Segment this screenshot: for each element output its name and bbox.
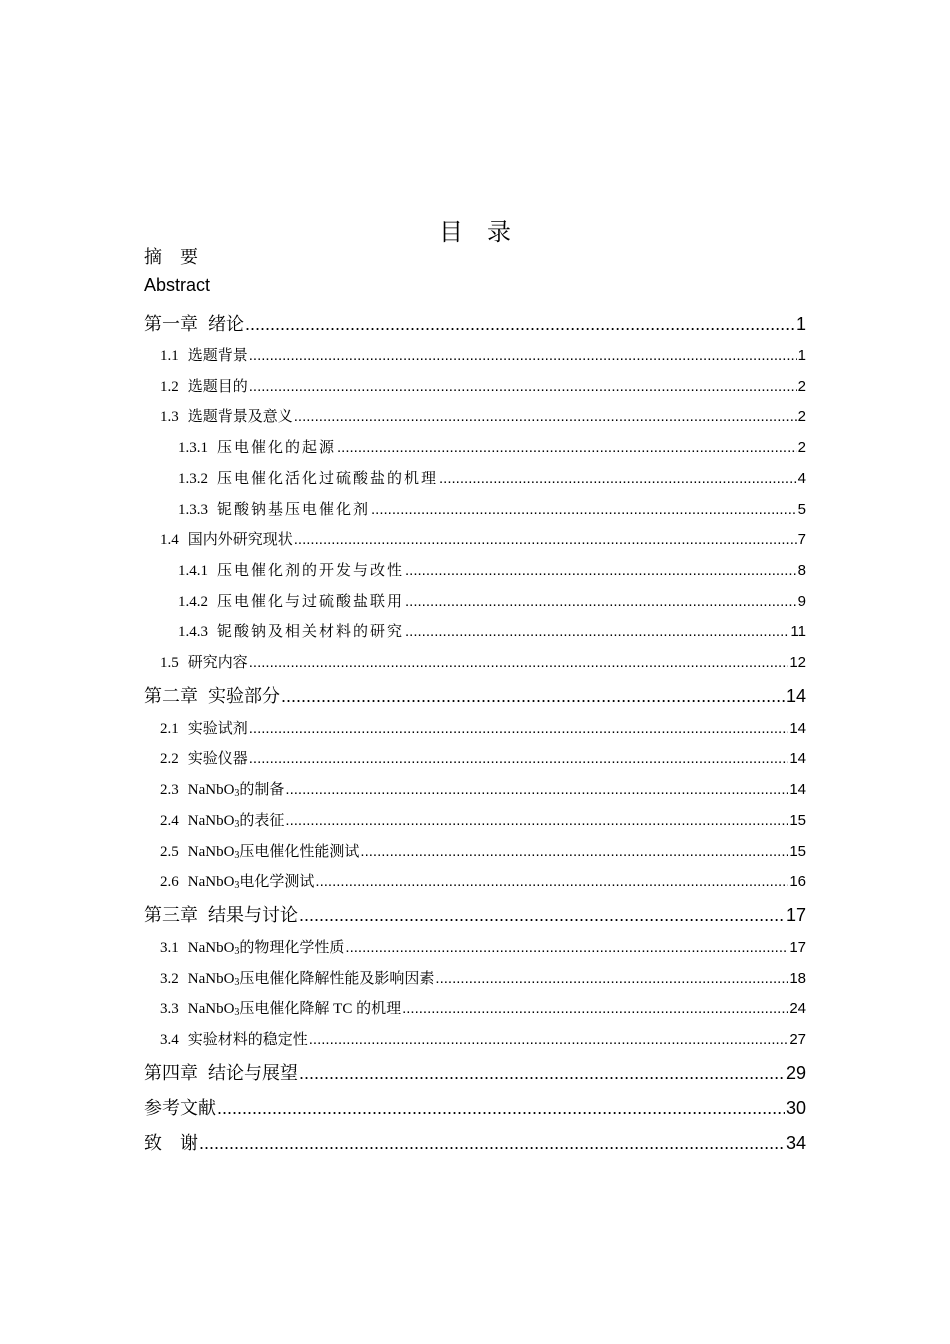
toc-entry-page: 15 — [789, 812, 806, 829]
toc-entry-number: 1.1 — [160, 348, 179, 364]
toc-entry-title: 实验部分 — [208, 686, 280, 707]
toc-entry-title: 致 谢 — [144, 1133, 198, 1154]
toc-entry-page: 11 — [790, 623, 806, 640]
toc-entry-number: 1.2 — [160, 379, 179, 395]
toc-entry-title: 压电催化与过硫酸盐联用 — [217, 594, 405, 610]
toc-entry-1-2[interactable] — [160, 375, 806, 396]
toc-entry-1-4-3[interactable] — [178, 620, 806, 641]
toc-leader-dots — [439, 470, 797, 487]
toc-entry-page: 5 — [797, 501, 806, 518]
toc-entry-number: 第三章 — [144, 905, 198, 926]
toc-entry-1-4[interactable] — [160, 528, 806, 549]
toc-entry-title: 研究内容 — [187, 655, 248, 671]
toc-entry-page: 14 — [785, 686, 806, 706]
toc-entry-page: 29 — [785, 1063, 806, 1083]
toc-entry-references[interactable] — [144, 1094, 806, 1120]
toc-entry-title: 实验仪器 — [187, 751, 248, 767]
toc-entry-title: 选题背景 — [187, 348, 248, 364]
toc-entry-ch3[interactable] — [144, 901, 806, 927]
toc-entry-number: 3.4 — [160, 1032, 179, 1048]
toc-entry-1-4-2[interactable] — [178, 590, 806, 611]
toc-entry-number: 3.1 — [160, 940, 179, 956]
toc-entry-ch1[interactable] — [144, 310, 806, 336]
toc-entry-page: 14 — [789, 720, 806, 737]
toc-entry-title: 参考文献 — [144, 1098, 216, 1119]
toc-leader-dots — [294, 408, 797, 425]
toc-leader-dots — [285, 812, 788, 829]
toc-entry-title: 实验试剂 — [187, 721, 248, 737]
toc-entry-3-2[interactable] — [160, 967, 806, 988]
toc-entry-page: 15 — [789, 843, 806, 860]
toc-entry-page: 18 — [789, 970, 806, 987]
toc-entry-number: 1.4.3 — [178, 624, 208, 640]
toc-entry-number: 2.2 — [160, 751, 179, 767]
toc-entry-number: 1.5 — [160, 655, 179, 671]
toc-entry-2-1[interactable] — [160, 717, 806, 738]
toc-title-char-2: 录 — [487, 218, 511, 246]
toc-entry-number: 1.3.1 — [178, 440, 208, 456]
toc-leader-dots — [249, 750, 789, 767]
toc-entry-page: 1 — [797, 347, 806, 364]
toc-leader-dots — [199, 1133, 785, 1154]
toc-entry-number: 第一章 — [144, 314, 198, 335]
toc-abstract-cn[interactable]: 摘 要 — [144, 247, 198, 268]
toc-entry-title: 绪论 — [208, 314, 244, 335]
toc-entry-page: 12 — [789, 654, 806, 671]
toc-entry-title: NaNbO$_3$压电催化性能测试 — [187, 844, 360, 861]
toc-entry-number: 2.6 — [160, 874, 179, 890]
toc-entry-page: 17 — [785, 905, 806, 925]
toc-entry-page: 16 — [789, 873, 806, 890]
toc-entry-page: 34 — [785, 1133, 806, 1153]
toc-entry-number: 1.4 — [160, 532, 179, 548]
toc-entry-page: 30 — [785, 1098, 806, 1118]
toc-entry-number: 3.2 — [160, 971, 179, 987]
toc-leader-dots — [299, 1063, 785, 1084]
toc-entry-2-3[interactable] — [160, 778, 806, 799]
toc-entry-2-6[interactable] — [160, 870, 806, 891]
toc-entry-title: 结论与展望 — [208, 1063, 298, 1084]
toc-entry-number: 2.1 — [160, 721, 179, 737]
toc-entry-title: 压电催化的起源 — [217, 440, 337, 456]
toc-entry-number: 1.4.2 — [178, 594, 208, 610]
toc-entry-1-3-1[interactable] — [178, 436, 806, 457]
toc-leader-dots — [249, 720, 789, 737]
toc-entry-3-4[interactable] — [160, 1028, 806, 1049]
toc-entry-number: 第二章 — [144, 686, 198, 707]
toc-leader-dots — [309, 1031, 789, 1048]
toc-entry-title: 国内外研究现状 — [187, 532, 293, 548]
toc-entry-1-4-1[interactable] — [178, 559, 806, 580]
toc-entry-number: 1.3.3 — [178, 502, 208, 518]
toc-entry-number: 1.3.2 — [178, 471, 208, 487]
toc-entry-1-1[interactable] — [160, 344, 806, 365]
toc-entry-number: 1.4.1 — [178, 563, 208, 579]
toc-entry-number: 2.4 — [160, 813, 179, 829]
toc-entry-2-5[interactable] — [160, 840, 806, 861]
toc-leader-dots — [245, 314, 795, 335]
toc-entry-1-3[interactable] — [160, 405, 806, 426]
toc-leader-dots — [281, 686, 785, 707]
toc-entry-ch4[interactable] — [144, 1059, 806, 1085]
toc-title — [0, 212, 950, 247]
toc-entry-page: 4 — [797, 470, 806, 487]
toc-leader-dots — [249, 654, 789, 671]
toc-entry-title: 压电催化剂的开发与改性 — [217, 563, 405, 579]
toc-entry-page: 1 — [795, 314, 806, 334]
toc-entry-title: NaNbO$_3$压电催化降解性能及影响因素 — [187, 971, 435, 988]
toc-entry-title: 铌酸钠及相关材料的研究 — [217, 624, 405, 640]
toc-entry-number: 2.5 — [160, 844, 179, 860]
toc-entry-title: NaNbO$_3$的表征 — [187, 813, 285, 830]
toc-entry-title: 结果与讨论 — [208, 905, 298, 926]
toc-entry-number: 1.3 — [160, 409, 179, 425]
toc-entry-1-3-3[interactable] — [178, 498, 806, 519]
toc-entry-number: 3.3 — [160, 1001, 179, 1017]
toc-entry-ch2[interactable] — [144, 682, 806, 708]
toc-leader-dots — [405, 623, 789, 640]
toc-leader-dots — [299, 905, 785, 926]
toc-entry-page: 2 — [797, 408, 806, 425]
toc-entry-page: 2 — [797, 439, 806, 456]
toc-leader-dots — [249, 347, 797, 364]
toc-entry-title: 选题背景及意义 — [187, 409, 293, 425]
toc-entry-2-2[interactable] — [160, 747, 806, 768]
toc-leader-dots — [371, 501, 797, 518]
toc-entry-1-3-2[interactable] — [178, 467, 806, 488]
toc-leader-dots — [294, 531, 797, 548]
toc-leader-dots — [405, 593, 797, 610]
toc-entry-page: 24 — [789, 1000, 806, 1017]
toc-leader-dots — [315, 873, 788, 890]
toc-entry-3-1[interactable] — [160, 936, 806, 957]
toc-abstract-en[interactable]: Abstract — [144, 275, 211, 295]
toc-entry-title: NaNbO$_3$的制备 — [187, 782, 285, 799]
toc-title-char-1: 目 — [439, 218, 463, 246]
toc-entry-title: 压电催化活化过硫酸盐的机理 — [217, 471, 439, 487]
toc-entry-page: 9 — [797, 593, 806, 610]
toc-entry-title: NaNbO$_3$电化学测试 — [187, 874, 315, 891]
toc-entry-number: 第四章 — [144, 1063, 198, 1084]
toc-entry-2-4[interactable] — [160, 809, 806, 830]
toc-entry-title: NaNbO$_3$的物理化学性质 — [187, 940, 345, 957]
toc-entry-page: 27 — [789, 1031, 806, 1048]
toc-leader-dots — [405, 562, 797, 579]
toc-entry-title: NaNbO$_3$压电催化降解 TC 的机理 — [187, 1001, 402, 1018]
toc-entry-page: 17 — [789, 939, 806, 956]
toc-entry-number: 2.3 — [160, 782, 179, 798]
toc-entry-page: 14 — [789, 781, 806, 798]
toc-entry-page: 2 — [797, 378, 806, 395]
toc-leader-dots — [285, 781, 788, 798]
toc-leader-dots — [217, 1098, 785, 1119]
toc-entry-title: 选题目的 — [187, 379, 248, 395]
toc-entry-1-5[interactable] — [160, 651, 806, 672]
toc-entry-3-3[interactable] — [160, 997, 806, 1018]
toc-leader-dots — [337, 439, 797, 456]
toc-leader-dots — [360, 843, 788, 860]
toc-leader-dots — [435, 970, 788, 987]
toc-entry-page: 14 — [789, 750, 806, 767]
toc-entry-acknowledgements[interactable] — [144, 1129, 806, 1155]
toc-entry-page: 8 — [797, 562, 806, 579]
toc-leader-dots — [249, 378, 797, 395]
toc-entry-title: 铌酸钠基压电催化剂 — [217, 502, 371, 518]
toc-entry-title: 实验材料的稳定性 — [187, 1032, 308, 1048]
toc-leader-dots — [345, 939, 788, 956]
toc-entry-page: 7 — [797, 531, 806, 548]
toc-leader-dots — [402, 1000, 788, 1017]
